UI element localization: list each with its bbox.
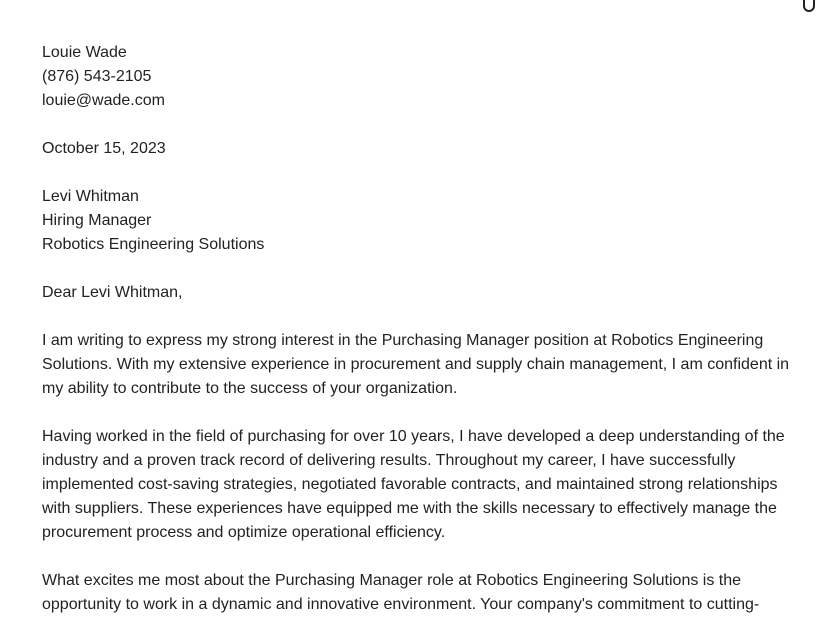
recipient-company: Robotics Engineering Solutions	[42, 236, 265, 253]
recipient-name: Levi Whitman	[42, 188, 139, 205]
sender-email: louie@wade.com	[42, 92, 165, 109]
clip-icon	[802, 0, 816, 14]
salutation: Dear Levi Whitman,	[42, 284, 183, 301]
sender-block	[42, 41, 802, 113]
sender-phone: (876) 543-2105	[42, 68, 152, 85]
recipient-title: Hiring Manager	[42, 212, 152, 229]
cover-letter	[42, 41, 802, 620]
body-paragraph-1: I am writing to express my strong interest in the Purchasing Manager position at Robotics Engineering Solutions. With my extensive experience in procurement and supply chain management, I am confident in my ability to contribute to the success of your organization.	[42, 332, 790, 397]
recipient-block	[42, 185, 802, 257]
body-paragraph-3: What excites me most about the Purchasing Manager role at Robotics Engineering Solutions is the opportunity to work in a dynamic and innovative environment. Your company's commitment to cutting-	[42, 572, 760, 613]
sender-name: Louie Wade	[42, 44, 127, 61]
letter-date: October 15, 2023	[42, 140, 166, 157]
salutation-block	[42, 281, 802, 305]
body-paragraph-2: Having worked in the field of purchasing for over 10 years, I have developed a deep understanding of the industry and a proven track record of delivering results. Throughout my career, I have successfully implemented cost-saving strategies, negotiated favorable contracts, and maintained strong relationships with suppliers. These experiences have equipped me with the skills necessary to effectively manage the procurement process and optimize operational efficiency.	[42, 428, 785, 541]
date-block	[42, 137, 802, 161]
